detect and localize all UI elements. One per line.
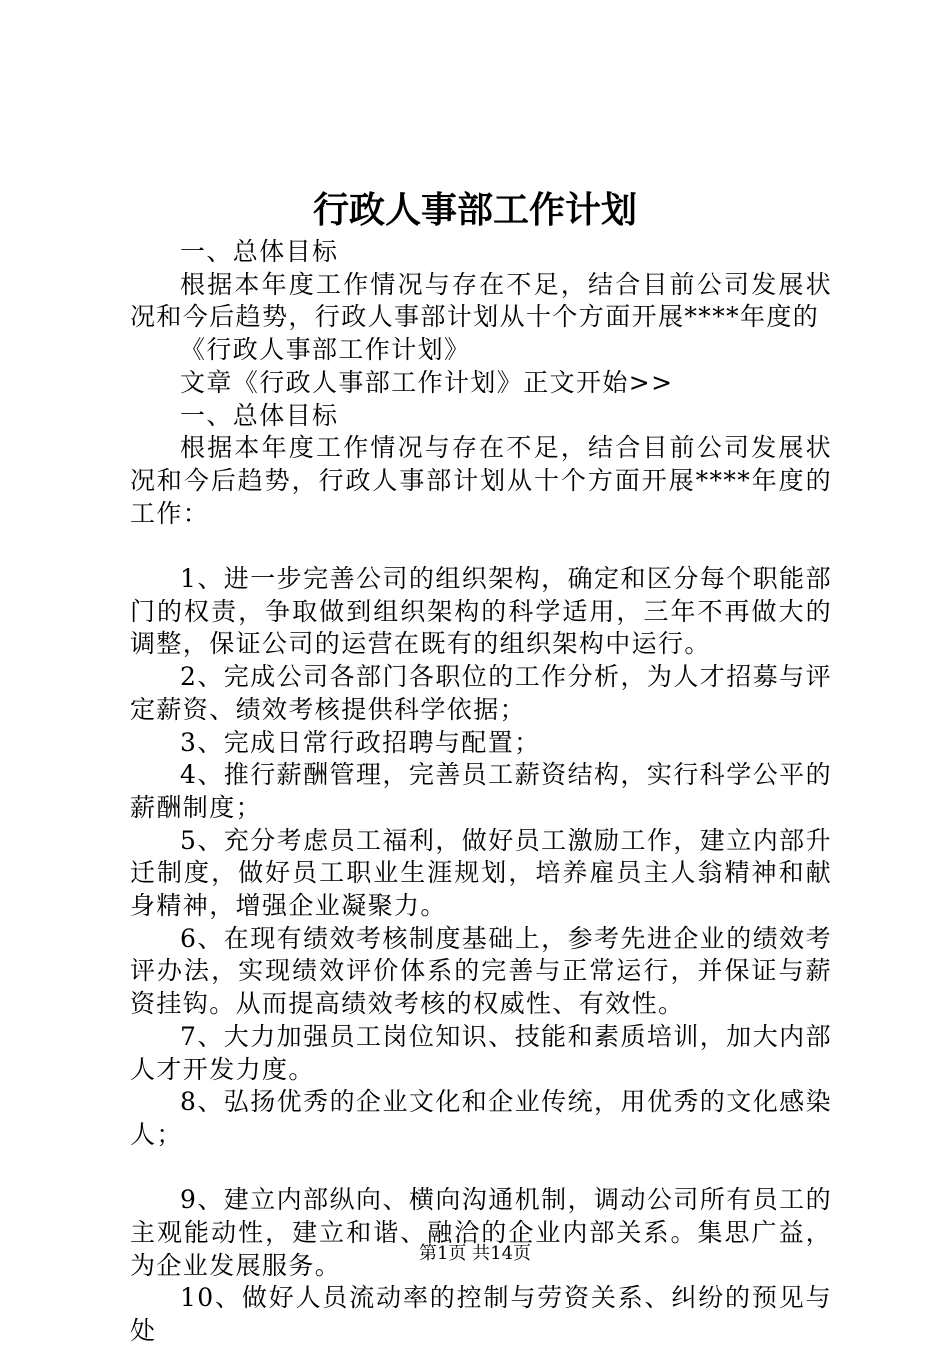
paragraph: 9、建立内部纵向、横向沟通机制，调动公司所有员工的主观能动性，建立和谐、融洽的企业内部关系。集思广益，为企业发展服务。 [130,1185,832,1280]
paragraph: 4、推行薪酬管理，完善员工薪资结构，实行科学公平的薪酬制度； [130,760,832,822]
paragraph: 1、进一步完善公司的组织架构，确定和区分每个职能部门的权责，争取做到组织架构的科学适用，三年不再做大的调整，保证公司的运营在既有的组织架构中运行。 [130,564,832,659]
paragraph: 根据本年度工作情况与存在不足，结合目前公司发展状况和今后趋势，行政人事部计划从十个方面开展****年度的工作： [130,433,832,528]
page-footer: 第1页 共14页 [418,1243,532,1264]
paragraph: 文章《行政人事部工作计划》正文开始>> [180,367,674,397]
paragraph: 2、完成公司各部门各职位的工作分析，为人才招募与评定薪资、绩效考核提供科学依据； [130,662,832,724]
blank-line [130,1152,832,1185]
paragraph: 根据本年度工作情况与存在不足，结合目前公司发展状况和今后趋势，行政人事部计划从十个方面开展****年度的 [130,269,832,332]
paragraph: 6、在现有绩效考核制度基础上，参考先进企业的绩效考评办法，实现绩效评价体系的完善与正常运行，并保证与薪资挂钩。从而提高绩效考核的权威性、有效性。 [130,923,832,1019]
paragraph: 7、大力加强员工岗位知识、技能和素质培训，加大内部人才开发力度。 [130,1021,832,1084]
paragraph: 《行政人事部工作计划》 [180,335,471,365]
paragraph: 5、充分考虑员工福利，做好员工激励工作，建立内部升迁制度，做好员工职业生涯规划，培养雇员主人翁精神和献身精神，增强企业凝聚力。 [130,825,832,921]
document-body [130,236,832,1348]
paragraph: 3、完成日常行政招聘与配置； [180,727,541,757]
paragraph: 10、做好人员流动率的控制与劳资关系、纠纷的预见与处 [130,1283,832,1346]
document-title: 行政人事部工作计划 [312,189,637,231]
paragraph: 8、弘扬优秀的企业文化和企业传统，用优秀的文化感染人； [130,1087,832,1149]
blank-line [130,530,832,563]
paragraph: 一、总体目标 [180,400,339,430]
paragraph: 一、总体目标 [180,237,339,266]
